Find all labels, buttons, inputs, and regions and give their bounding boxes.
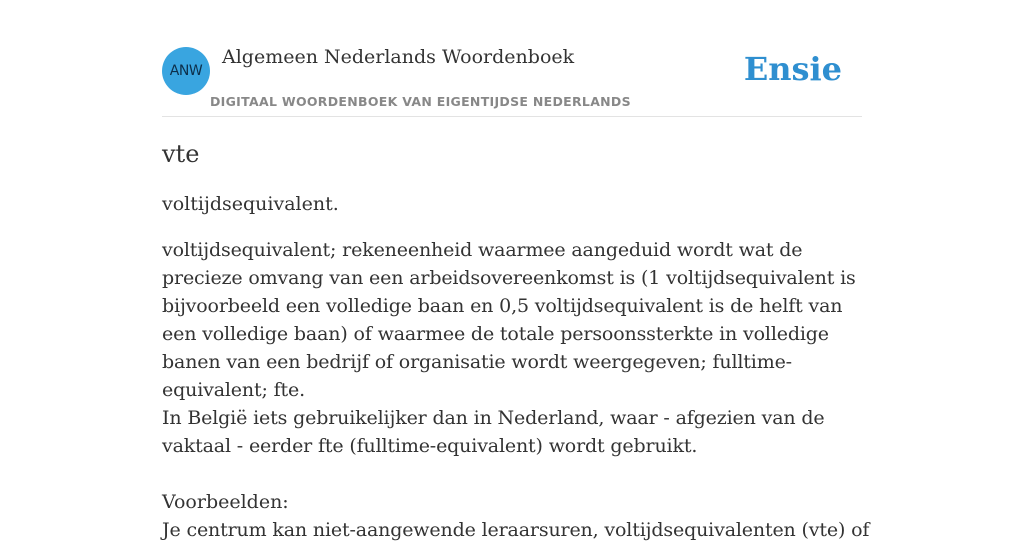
- ensie-brand-link[interactable]: Ensie: [743, 50, 842, 88]
- short-definition: voltijdsequivalent.: [162, 193, 339, 215]
- site-header: [162, 40, 862, 117]
- entry-content: [162, 138, 870, 544]
- usage-note: In België iets gebruikelijker dan in Nederland, waar - afgezien van de vaktaal - eerder fte (fulltime-equivalent) wordt gebruikt.: [162, 407, 825, 457]
- site-title[interactable]: Algemeen Nederlands Woordenboek: [222, 46, 575, 68]
- headword: vte: [162, 140, 200, 168]
- definition-text: voltijdsequivalent; rekeneenheid waarmee aangeduid wordt wat de precieze omvang van een arbeidsovereenkomst is (1 voltijdsequivalent is bijvoorbeeld een volledige baan en 0,5 voltijdsequivalent is de helft van een volledige baan) of waarmee de totale persoonssterkte in volledige banen van een bedrijf of organisatie wordt weergegeven; fulltime-equivalent; fte.: [162, 239, 856, 401]
- anw-logo[interactable]: ANW: [162, 47, 210, 95]
- examples-heading: Voorbeelden:: [162, 491, 289, 513]
- site-subtitle: DIGITAAL WOORDENBOEK VAN EIGENTIJDSE NEDERLANDS: [210, 94, 631, 109]
- example-sentence: Je centrum kan niet-aangewende leraarsuren, voltijdsequivalenten (vte) of: [162, 519, 870, 541]
